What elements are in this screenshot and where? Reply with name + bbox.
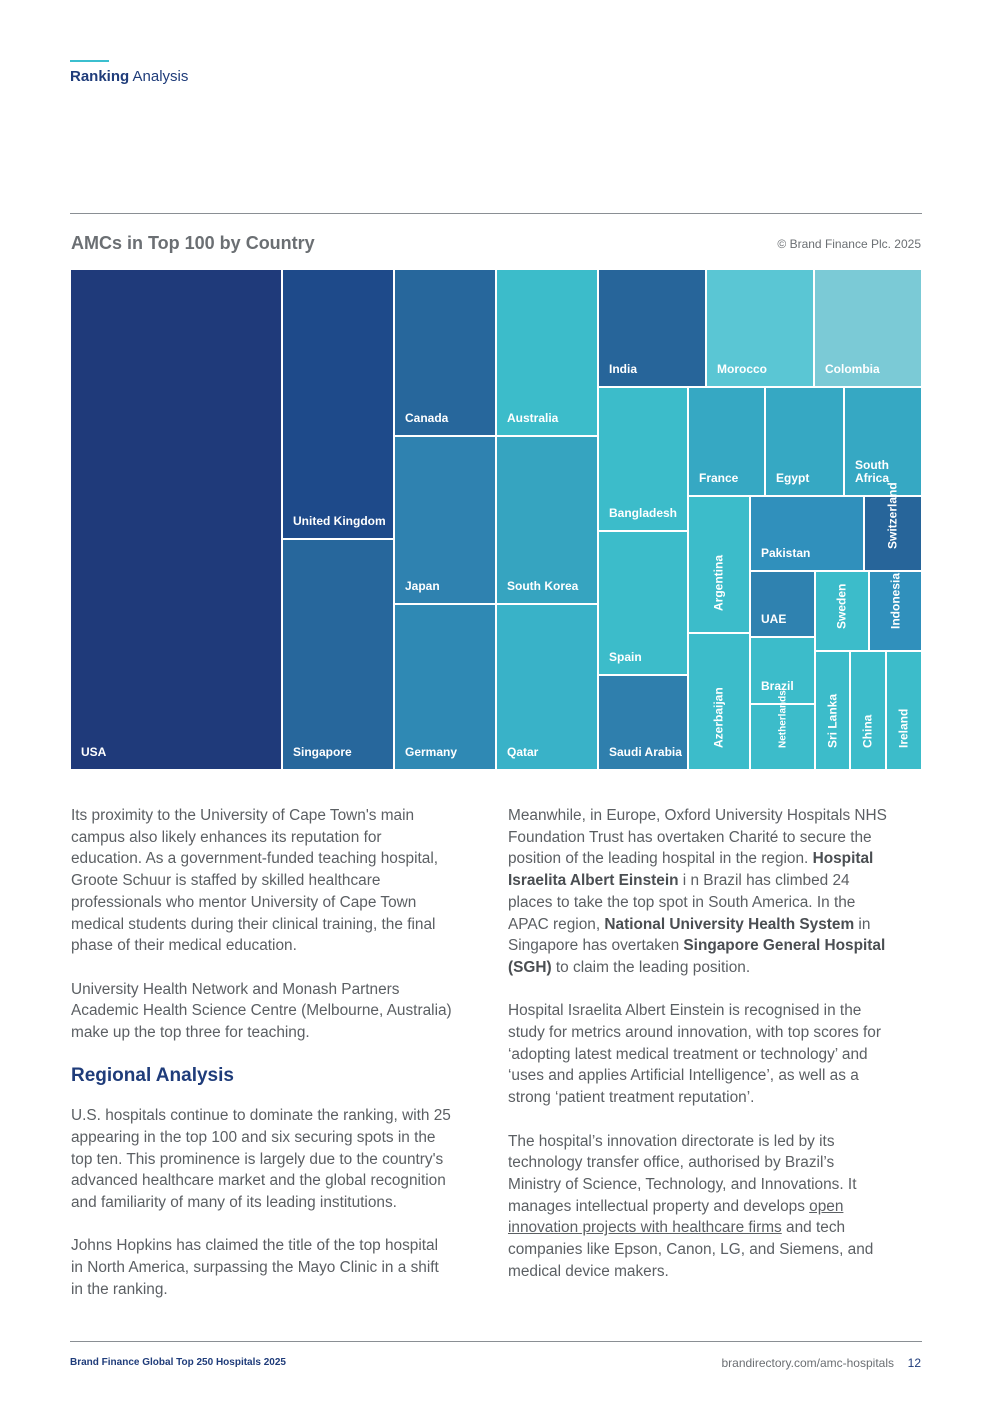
treemap-tile-label: Canada <box>405 411 449 425</box>
treemap-tile-label: Saudi Arabia <box>609 745 682 759</box>
footer-report-title: Brand Finance Global Top 250 Hospitals 2025 <box>70 1357 286 1368</box>
bottom-rule <box>70 1341 922 1342</box>
chart-copyright: © Brand Finance Plc. 2025 <box>777 237 921 251</box>
right-paragraph-2: Hospital Israelita Albert Einstein is recognised in the study for metrics around innovation, with top scores for ‘adopting latest medical treatment or technology’ and ‘uses and applies Artificial Intelligence’, as well as a strong ‘patient treatment reputation’. <box>508 1002 881 1107</box>
treemap-tile-label: Spain <box>609 650 642 664</box>
right-paragraph-1 <box>508 805 890 979</box>
treemap-tile-label: United Kingdom <box>293 514 386 528</box>
treemap-tile-label: Indonesia <box>888 572 902 629</box>
treemap-tile <box>598 531 688 675</box>
treemap-tile <box>688 496 750 633</box>
treemap-tile <box>496 269 598 436</box>
treemap-tile-label: Japan <box>405 579 440 593</box>
treemap-tile-label: Bangladesh <box>609 506 678 520</box>
right-paragraph-3 <box>508 1131 890 1283</box>
treemap-tile <box>886 651 922 770</box>
treemap-tile <box>815 651 850 770</box>
bold-hospital-einstein: Hospital Israelita Albert Einstein <box>508 850 874 890</box>
treemap-tile <box>496 436 598 604</box>
chart-title: AMCs in Top 100 by Country <box>71 233 315 253</box>
treemap-chart <box>70 269 922 770</box>
treemap-tile <box>688 633 750 770</box>
open-innovation-link[interactable]: open innovation projects with healthcare firms <box>508 1197 844 1237</box>
left-paragraph-1: Its proximity to the University of Cape Town's main campus also likely enhances its reputation for education. As a government-funded teaching hospital, Groote Schuur is staffed by skilled healthcare professionals who mentor University of Cape Town medical students during their clinical training, the final phase of their medical education. <box>71 807 439 955</box>
treemap-tile-label: Pakistan <box>761 546 811 560</box>
treemap-tile <box>864 482 922 571</box>
left-column <box>71 805 453 1322</box>
footer-url[interactable]: brandirectory.com/amc-hospitals <box>721 1356 894 1370</box>
treemap-tile <box>598 387 688 531</box>
section-label-rest: Analysis <box>129 68 189 85</box>
treemap-tile <box>750 571 815 637</box>
treemap-tile <box>844 387 922 496</box>
left-paragraph-4: Johns Hopkins has claimed the title of the top hospital in North America, surpassing the Mayo Clinic in a shift in the ranking. <box>71 1237 439 1298</box>
treemap-tile-label: Morocco <box>717 362 768 376</box>
treemap-tile-label: Azerbaijan <box>711 687 726 748</box>
treemap-tile-label: UAE <box>761 612 787 626</box>
text-run: i n Brazil has climbed 24 places to take the top spot in South America. In the APAC region, <box>508 872 856 933</box>
top-rule <box>70 213 922 214</box>
treemap-tile-label: Australia <box>507 411 559 425</box>
treemap-tile <box>598 675 688 770</box>
treemap-tile <box>70 269 282 770</box>
treemap-tile <box>814 269 922 387</box>
treemap-tile-label: France <box>699 471 739 485</box>
text-run: to claim the leading position. <box>551 958 751 976</box>
text-run: and tech companies like Epson, Canon, LG, and Siemens, and medical device makers. <box>508 1219 874 1280</box>
section-label <box>70 68 188 85</box>
page-number: 12 <box>907 1356 921 1370</box>
treemap-tile <box>706 269 814 387</box>
treemap-tile-label: South Korea <box>507 579 579 593</box>
text-run: Meanwhile, in Europe, Oxford University Hospitals NHS Foundation Trust has overtaken Charité to secure the position of the leading hospital in the region. <box>508 807 887 868</box>
bold-sgh: Singapore General Hospital (SGH) <box>508 937 886 976</box>
treemap-tile-label: Colombia <box>825 362 880 376</box>
treemap-tile <box>688 387 765 496</box>
right-column <box>508 805 890 1304</box>
treemap-tile <box>750 690 815 770</box>
treemap-tile <box>598 269 706 387</box>
treemap-tile-label: South Africa <box>855 458 890 485</box>
treemap-tile-label: Qatar <box>507 745 539 759</box>
treemap-tile <box>394 604 496 770</box>
regional-analysis-heading: Regional Analysis <box>71 1065 234 1087</box>
treemap-tile-label: USA <box>81 745 107 759</box>
treemap-tile-label: China <box>860 714 875 748</box>
treemap-tile <box>850 651 886 770</box>
left-paragraph-3: U.S. hospitals continue to dominate the ranking, with 25 appearing in the top 100 and six securing spots in the top ten. This prominence is largely due to the country's advanced healthcare market and the global recognition and familiarity of many of its leading institutions. <box>71 1107 451 1211</box>
treemap-tile <box>815 571 869 651</box>
treemap-tile-label: Netherlands <box>777 690 788 748</box>
treemap-tile <box>765 387 844 496</box>
treemap-tile-label: Sri Lanka <box>825 693 839 748</box>
treemap-tile-label: Ireland <box>896 708 911 748</box>
text-run: The hospital’s innovation directorate is led by its technology transfer office, authorised by Brazil’s Ministry of Science, Technology, and Innovations. It manages intellectual property and develops <box>508 1132 857 1215</box>
treemap-tile-label: Germany <box>405 745 458 759</box>
treemap-tile <box>869 571 922 651</box>
treemap-tile <box>750 496 864 571</box>
treemap-tile <box>394 436 496 604</box>
treemap-tile-label: India <box>609 362 638 376</box>
treemap-tile <box>282 269 394 539</box>
section-label-bold: Ranking <box>70 68 130 85</box>
left-paragraph-2: University Health Network and Monash Partners Academic Health Science Centre (Melbourne, Australia) make up the top three for teaching. <box>71 980 452 1042</box>
treemap-tile <box>394 269 496 436</box>
treemap-tile-label: Egypt <box>776 471 810 485</box>
treemap-tile-label: Singapore <box>293 745 352 759</box>
treemap-tile <box>496 604 598 770</box>
treemap-tile-label: Switzerland <box>885 482 900 549</box>
treemap-tile-label: Argentina <box>711 554 726 611</box>
treemap-tile-label: Sweden <box>834 583 849 629</box>
bold-nuhs: National University Health System <box>604 915 855 933</box>
text-run: in Singapore has overtaken <box>508 915 871 955</box>
treemap-tile <box>282 539 394 770</box>
accent-line <box>70 60 109 62</box>
treemap-tile-label: Brazil <box>761 679 794 693</box>
